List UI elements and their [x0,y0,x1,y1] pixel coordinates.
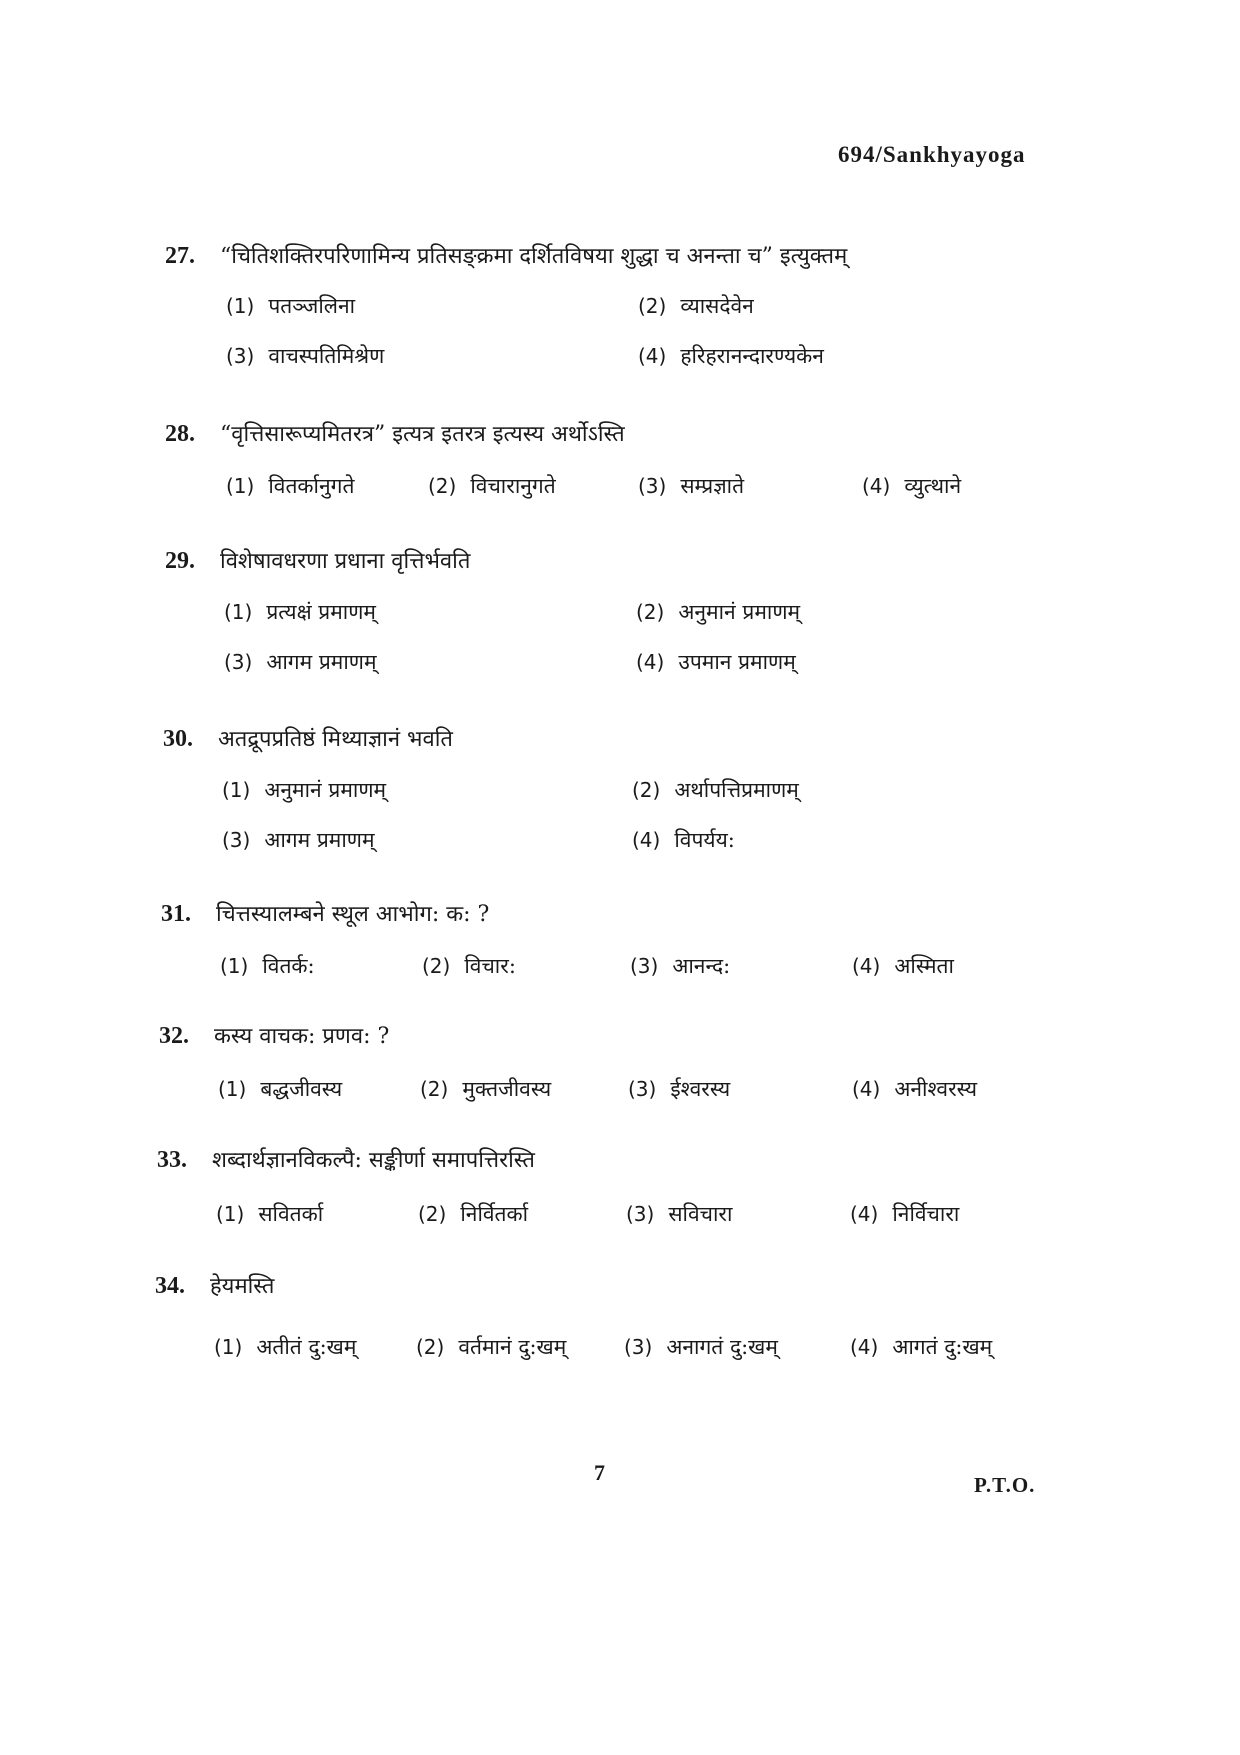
option-29-3: (3) आगम प्रमाणम् [224,650,377,674]
option-31-2: (2) विचार: [422,954,516,978]
option-33-1: (1) सवितर्का [216,1202,324,1226]
question-number: 34. [155,1273,185,1299]
option-30-3: (3) आगम प्रमाणम् [222,828,375,852]
option-31-1: (1) वितर्क: [220,954,315,978]
question-27 [165,240,847,270]
question-text: विशेषावधरणा प्रधाना वृत्तिर्भवति [220,549,471,574]
page-number: 7 [594,1460,605,1485]
option-30-2: (2) अर्थापत्तिप्रमाणम् [632,778,799,802]
option-29-2: (2) अनुमानं प्रमाणम् [636,600,801,624]
option-30-1: (1) अनुमानं प्रमाणम् [222,778,387,802]
paper-code: 694/Sankhyayoga [838,142,1026,167]
option-34-4: (4) आगतं दु:खम् [850,1335,993,1359]
question-number: 28. [165,421,195,447]
question-34 [155,1270,274,1300]
question-text: “वृत्तिसारूप्यमितरत्र” इत्यत्र इतरत्र इत्यस्य अर्थोऽस्ति [220,422,625,447]
pto-label: P.T.O. [974,1473,1036,1497]
option-32-4: (4) अनीश्वरस्य [852,1077,978,1101]
question-number: 27. [165,243,195,269]
option-27-3: (3) वाचस्पतिमिश्रेण [226,344,385,368]
option-34-1: (1) अतीतं दु:खम् [214,1335,357,1359]
question-text: हेयमस्ति [210,1274,275,1299]
option-32-1: (1) बद्धजीवस्य [218,1077,343,1101]
option-34-3: (3) अनागतं दु:खम् [624,1335,778,1359]
question-29 [165,545,470,575]
question-text: कस्य वाचक: प्रणव: ? [214,1024,390,1049]
option-28-2: (2) विचारानुगते [428,474,556,498]
option-28-1: (1) वितर्कानुगते [226,474,355,498]
option-33-3: (3) सविचारा [626,1202,733,1226]
question-text: चित्तस्यालम्बने स्थूल आभोग: क: ? [216,902,490,927]
question-30 [163,723,453,753]
question-33 [157,1144,535,1174]
question-number: 30. [163,726,193,752]
option-28-3: (3) सम्प्रज्ञाते [638,474,745,498]
question-28 [165,418,625,448]
option-27-4: (4) हरिहरानन्दारण्यकेन [638,344,824,368]
option-32-3: (3) ईश्वरस्य [628,1077,731,1101]
option-27-1: (1) पतञ्जलिना [226,294,356,318]
option-27-2: (2) व्यासदेवेन [638,294,754,318]
question-32 [159,1020,389,1050]
option-28-4: (4) व्युत्थाने [862,474,962,498]
option-33-2: (2) निर्वितर्का [418,1202,529,1226]
option-29-1: (1) प्रत्यक्षं प्रमाणम् [224,600,376,624]
option-31-3: (3) आनन्द: [630,954,731,978]
option-29-4: (4) उपमान प्रमाणम् [636,650,796,674]
question-31 [161,898,489,928]
option-30-4: (4) विपर्यय: [632,828,735,852]
option-34-2: (2) वर्तमानं दु:खम् [416,1335,567,1359]
option-31-4: (4) अस्मिता [852,954,954,978]
question-number: 33. [157,1147,187,1173]
option-33-4: (4) निर्विचारा [850,1202,960,1226]
question-text: शब्दार्थज्ञानविकल्पै: सङ्कीर्णा समापत्तिरस्ति [212,1148,535,1173]
question-text: “चितिशक्तिरपरिणामिन्य प्रतिसङ्क्रमा दर्शितविषया शुद्धा च अनन्ता च” इत्युक्तम् [220,244,848,269]
option-32-2: (2) मुक्तजीवस्य [420,1077,552,1101]
question-number: 32. [159,1023,189,1049]
question-text: अतद्रूपप्रतिष्ठं मिथ्याज्ञानं भवति [218,727,453,752]
question-number: 29. [165,548,195,574]
question-number: 31. [161,901,191,927]
